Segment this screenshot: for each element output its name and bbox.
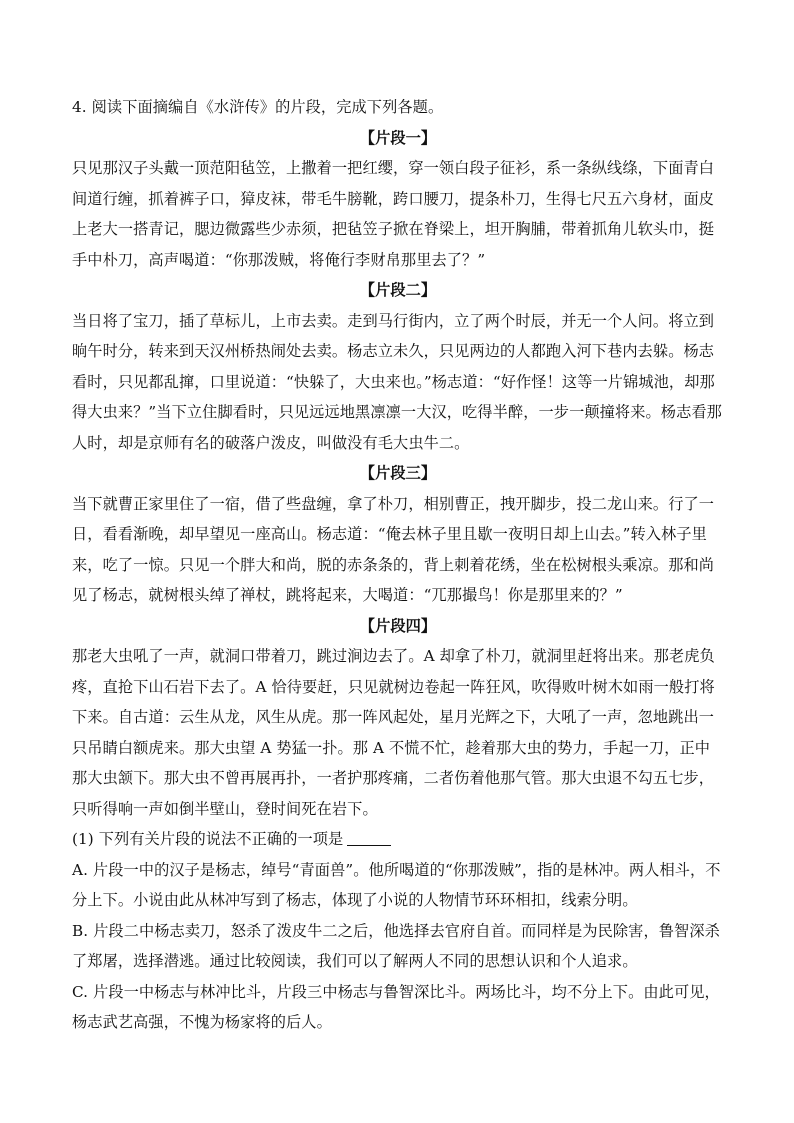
passage-heading-3: 【片段三】	[359, 464, 437, 482]
subquestion-stem: (1) 下列有关片段的说法不正确的一项是	[72, 830, 344, 848]
passage-text-4: 那老大虫吼了一声，就洞口带着刀，跳过涧边去了。A 却拿了朴刀，就洞里赶将出来。那老虎负疼，直抢下山石岩下去了。A 恰待要赶，只见就树边卷起一阵狂风，吹得败叶树木如雨一般打将下来。自古道：云生从龙，风生从虎。那一阵风起处，星月光辉之下，大吼了一声，忽地跳出一只吊睛白额虎来。那大虫望 A 势猛一扑。那 A 不慌不忙，趁着那大虫的势力，手起一刀，正中那大虫颔下。那大虫不曾再展再扑，一者护那疼痛，二者伤着他那气管。那大虫退不勾五七步，只听得响一声如倒半壁山，登时间死在岩下。	[72, 647, 715, 818]
question-intro: 4. 阅读下面摘编自《水浒传》的片段，完成下列各题。	[72, 98, 444, 116]
passage-text-2: 当日将了宝刀，插了草标儿，上市去卖。走到马行街内，立了两个时辰，并无一个人问。将立到晌午时分，转来到天汉州桥热闹处去卖。杨志立未久，只见两边的人都跑入河下巷内去躲。杨志看时，只见都乱撺，口里说道：“快躲了，大虫来也。”杨志道：“好作怪！这等一片锦城池，却那得大虫来？”当下立住脚看时，只见远远地黑凛凛一大汉，吃得半醉，一步一颠撞将来。杨志看那人时，却是京师有名的破落户泼皮，叫做没有毛大虫牛二。	[72, 311, 722, 452]
question-body	[72, 92, 724, 1038]
passage-text-3: 当下就曹正家里住了一宿，借了些盘缠，拿了朴刀，相别曹正，拽开脚步，投二龙山来。行了一日，看看渐晚，却早望见一座高山。杨志道：“俺去林子里且歇一夜明日却上山去。”转入林子里来，吃了一惊。只见一个胖大和尚，脱的赤条条的，背上刺着花绣，坐在松树根头乘凉。那和尚见了杨志，就树根头绰了禅杖，跳将起来，大喝道：“兀那撮鸟！你是那里来的？”	[72, 494, 715, 604]
passage-text-1: 只见那汉子头戴一顶范阳毡笠，上撒着一把红缨，穿一领白段子征衫，系一条纵线绦，下面青白间道行缠，抓着裤子口，獐皮袜，带毛牛膀靴，跨口腰刀，提条朴刀，生得七尺五六身材，面皮上老大一搭青记，腮边微露些少赤须，把毡笠子掀在脊梁上，坦开胸脯，带着抓角儿软头巾，挺手中朴刀，高声喝道：“你那泼贼，将俺行李财帛那里去了？”	[72, 159, 715, 269]
option-c: C. 片段一中杨志与林冲比斗，片段三中杨志与鲁智深比斗。两场比斗，均不分上下。由此可见，杨志武艺高强，不愧为杨家将的后人。	[72, 982, 720, 1031]
passage-heading-1: 【片段一】	[359, 128, 437, 147]
answer-blank[interactable]	[347, 831, 391, 846]
passage-heading-4: 【片段四】	[359, 616, 437, 635]
option-b: B. 片段二中杨志卖刀，怒杀了泼皮牛二之后，他选择去官府自首。而同样是为民除害，鲁智深杀了郑屠，选择潜逃。通过比较阅读，我们可以了解两人不同的思想认识和个人追求。	[72, 921, 720, 970]
option-a: A. 片段一中的汉子是杨志，绰号“青面兽”。他所喝道的“你那泼贼”，指的是林冲。两人相斗，不分上下。小说由此从林冲写到了杨志，体现了小说的人物情节环环相扣，线索分明。	[72, 860, 721, 909]
passage-heading-2: 【片段二】	[359, 281, 437, 299]
subquestion-stem-line	[72, 824, 724, 855]
